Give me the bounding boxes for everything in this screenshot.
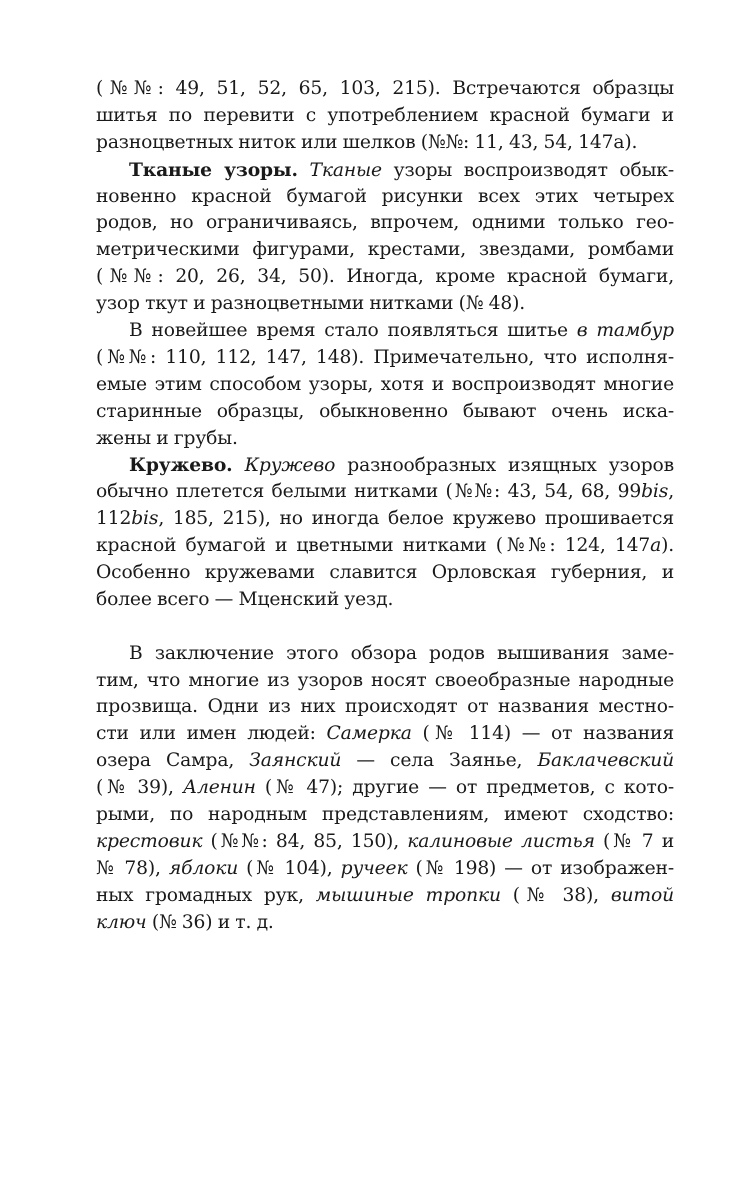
text-line <box>96 802 674 829</box>
text-run <box>298 160 310 181</box>
text-run: (№ 104), <box>238 857 341 879</box>
text-line <box>96 452 674 479</box>
italic-term: в тамбур <box>576 320 674 342</box>
text-line <box>96 237 674 264</box>
text-run: метрическими фигурами, крестами, звездами, ромбами <box>96 239 674 261</box>
italic-term: Самерка <box>326 723 412 745</box>
text-run: , <box>668 481 674 503</box>
text-run: сти или имен людей: <box>96 723 327 745</box>
italic-term: Кружево <box>244 455 336 477</box>
text-run: (№ 198) — от изображен- <box>407 857 674 879</box>
italic-term: калиновые листья <box>407 830 595 852</box>
italic-term: Баклачевский <box>537 750 674 772</box>
text-line <box>96 76 674 103</box>
text-run: В заключение этого обзора родов вышивания заме- <box>129 642 674 664</box>
text-run: (№№: 49, 51, 52, 65, 103, 215). Встречаются образцы <box>96 78 674 99</box>
text-run: (№ 47); другие — от предметов, с кото- <box>255 777 674 799</box>
italic-term: яблоки <box>168 857 239 879</box>
text-run: старинные образцы, обыкновенно бывают очень иска- <box>96 400 674 422</box>
text-run: 112 <box>96 508 132 530</box>
section-heading: Тканые узоры. <box>129 158 298 181</box>
text-run: емые этим способом узоры, хотя и воспроизводят многие <box>96 373 674 395</box>
text-run: (№ 39), <box>96 777 183 799</box>
text-run: (№№: 110, 112, 147, 148). Примечательно, что исполня- <box>96 346 674 368</box>
text-run: тим, что многие из узоров носят своеобразные народные <box>96 669 674 691</box>
italic-term: витой <box>610 884 674 906</box>
text-run: узоры воспроизводят обык- <box>381 159 674 181</box>
text-run: родов, но ограничиваясь, впрочем, одними только гео- <box>96 212 674 234</box>
text-line <box>96 748 674 775</box>
text-line <box>96 103 674 130</box>
document-body <box>96 76 674 937</box>
text-line <box>96 533 674 560</box>
text-run: красной бумагой и цветными нитками (№№: 124, 147 <box>96 535 651 557</box>
paragraph-woven-patterns <box>96 157 674 318</box>
text-line <box>96 856 674 883</box>
text-line <box>96 910 674 937</box>
text-line <box>96 372 674 399</box>
text-line <box>96 291 674 318</box>
italic-term: Заянский <box>249 750 342 772</box>
text-run: новенно красной бумагой рисунки всех этих четырех <box>96 185 674 207</box>
text-line <box>96 694 674 721</box>
text-line <box>96 560 674 587</box>
text-run: озера Самра, <box>96 750 250 772</box>
text-run: (№№: 84, 85, 150), <box>202 830 408 852</box>
paragraph-gap <box>96 614 674 641</box>
section-heading: Кружево. <box>129 454 233 477</box>
text-line <box>96 318 674 345</box>
text-line <box>96 345 674 372</box>
italic-term: Аленин <box>182 777 256 799</box>
italic-term: крестовик <box>96 830 203 852</box>
text-run: разнообразных изящных узоров <box>335 455 674 477</box>
text-line <box>96 641 674 668</box>
text-line <box>96 184 674 211</box>
text-run: , 185, 215), но иногда белое кружево прошивается <box>158 508 674 530</box>
text-run: прозвища. Одни из них происходят от названия местно- <box>96 696 674 718</box>
text-run <box>233 455 245 476</box>
text-run: ). <box>661 535 674 557</box>
text-run: В новейшее время стало появляться шитье <box>129 320 577 342</box>
text-line <box>96 721 674 748</box>
text-line <box>96 829 674 856</box>
italic-term: а <box>650 535 662 557</box>
text-run: обычно плетется белыми нитками (№№: 43, 54, 68, 99 <box>96 481 642 503</box>
paragraph-lace <box>96 452 674 613</box>
paragraph-embroidery-perevit <box>96 76 674 157</box>
text-line <box>96 587 674 614</box>
text-run: разноцветных ниток или шелков (№№: 11, 43, 54, 147а). <box>96 131 638 153</box>
text-line <box>96 157 674 184</box>
text-run: узор ткут и разноцветными нитками (№ 48). <box>96 293 526 315</box>
text-run: (№ 36) и т. д. <box>146 911 274 933</box>
text-run: рыми, по народным представлениям, имеют сходство: <box>96 804 674 826</box>
text-run: жены и грубы. <box>96 427 238 449</box>
italic-term: Тканые <box>309 159 382 181</box>
text-run: Особенно кружевами славится Орловская губерния, и <box>96 562 674 584</box>
text-run: — села Заянье, <box>341 750 538 772</box>
text-line <box>96 668 674 695</box>
text-run: (№№: 20, 26, 34, 50). Иногда, кроме красной бумаги, <box>96 266 674 288</box>
text-line <box>96 264 674 291</box>
text-line <box>96 479 674 506</box>
text-run: (№ 114) — от названия <box>411 723 674 745</box>
text-run: (№ 38), <box>500 884 611 906</box>
italic-term: ключ <box>96 911 147 933</box>
italic-term: мышиные тропки <box>315 884 501 906</box>
text-run: ных громадных рук, <box>96 884 316 906</box>
italic-term: bis <box>641 481 669 503</box>
text-line <box>96 210 674 237</box>
paragraph-tambour <box>96 318 674 452</box>
italic-term: bis <box>131 508 159 530</box>
text-line <box>96 883 674 910</box>
text-run: более всего — Мценский уезд. <box>96 588 394 610</box>
text-line <box>96 506 674 533</box>
text-line <box>96 775 674 802</box>
text-run: (№ 7 и <box>594 830 675 852</box>
text-run: № 78), <box>96 857 169 879</box>
text-run: шитья по перевити с употреблением красной бумаги и <box>96 104 674 126</box>
text-line <box>96 426 674 453</box>
paragraph-conclusion <box>96 641 674 937</box>
text-line <box>96 130 674 157</box>
text-line <box>96 399 674 426</box>
italic-term: ручеек <box>340 857 408 879</box>
